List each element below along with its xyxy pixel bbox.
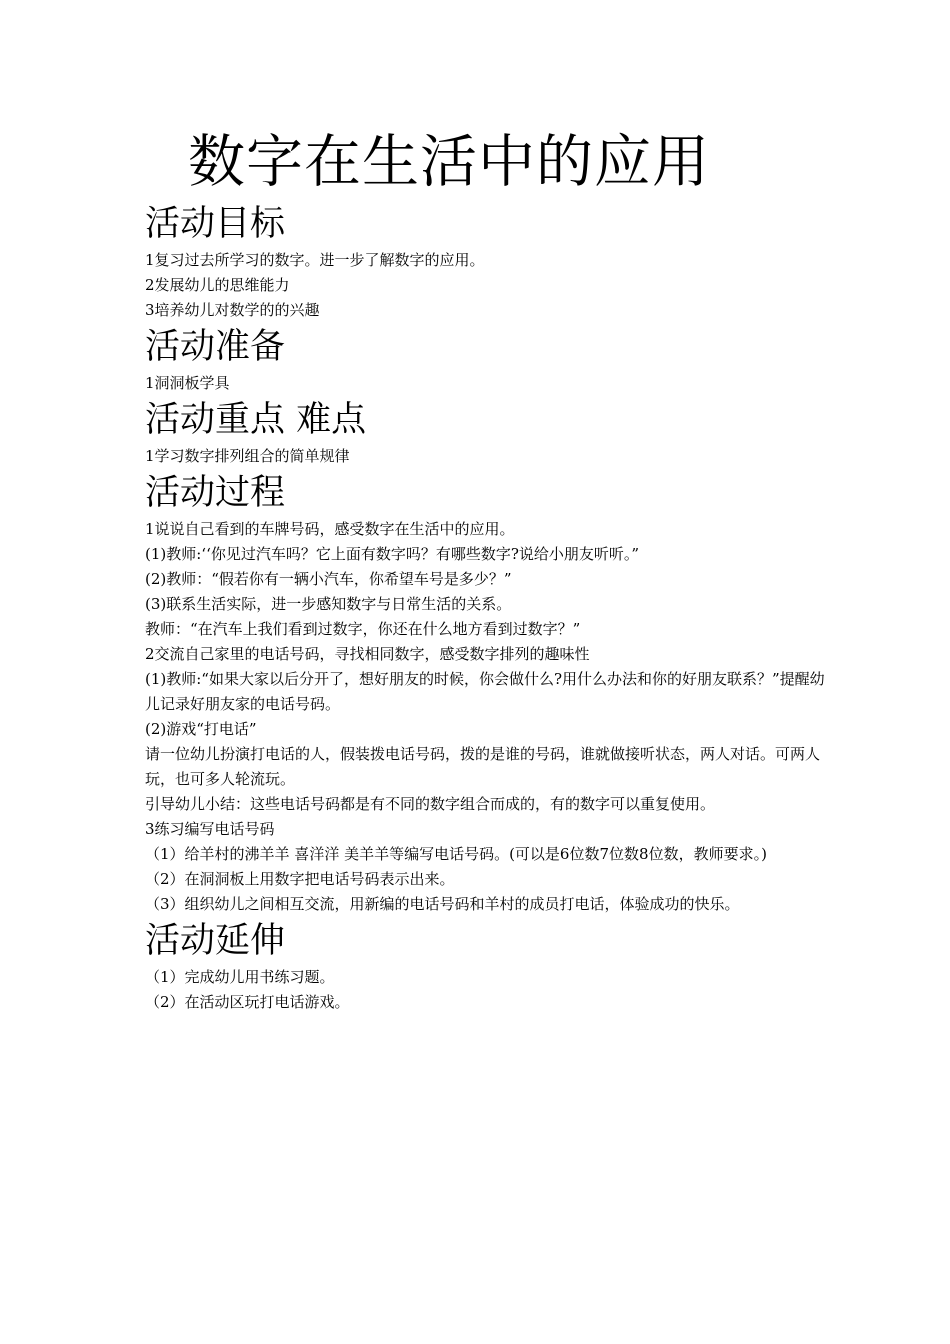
paragraph: 3培养幼儿对数学的的兴趣 xyxy=(145,301,320,319)
paragraph: 引导幼儿小结：这些电话号码都是有不同的数字组合而成的，有的数字可以重复使用。 xyxy=(145,795,716,813)
paragraph: （1）完成幼儿用书练习题。 xyxy=(145,968,335,986)
section-heading: 活动延伸 xyxy=(145,921,286,961)
paragraph: 1学习数字排列组合的简单规律 xyxy=(145,447,350,465)
paragraph: （2）在活动区玩打电话游戏。 xyxy=(145,993,350,1011)
paragraph: 2交流自己家里的电话号码，寻找相同数字，感受数字排列的趣味性 xyxy=(145,645,590,663)
paragraph: 1洞洞板学具 xyxy=(145,374,230,392)
paragraph: 3练习编写电话号码 xyxy=(145,820,275,838)
paragraph: （2）在洞洞板上用数字把电话号码表示出来。 xyxy=(145,870,455,888)
section-heading: 活动重点 难点 xyxy=(145,400,367,440)
paragraph: （1）给羊村的沸羊羊 喜洋洋 美羊羊等编写电话号码。(可以是6位数7位数8位数，教师要求。) xyxy=(145,845,767,863)
section-preparation xyxy=(145,323,825,396)
section-process xyxy=(145,469,825,917)
section-heading: 活动目标 xyxy=(145,204,286,244)
paragraph: 2发展幼儿的思维能力 xyxy=(145,276,290,294)
section-heading: 活动准备 xyxy=(145,327,286,367)
paragraph: 请一位幼儿扮演打电话的人，假装拨电话号码，拨的是谁的号码，谁就做接听状态，两人对话。可两人玩，也可多人轮流玩。 xyxy=(145,745,821,788)
paragraph: (2)教师：“假若你有一辆小汽车，你希望车号是多少？” xyxy=(145,570,512,588)
section-extension xyxy=(145,917,825,1015)
document-title: 数字在生活中的应用 xyxy=(188,129,710,195)
document-body xyxy=(145,200,825,1015)
paragraph: (1)教师:“如果大家以后分开了，想好朋友的时候，你会做什么?用什么办法和你的好朋友联系？”提醒幼儿记录好朋友家的电话号码。 xyxy=(145,670,825,713)
section-goals xyxy=(145,200,825,323)
paragraph: 1复习过去所学习的数字。进一步了解数字的应用。 xyxy=(145,251,485,269)
section-heading: 活动过程 xyxy=(145,473,286,513)
paragraph: (1)教师:‘‘你见过汽车吗？它上面有数字吗？有哪些数字?说给小朋友听听。” xyxy=(145,545,640,563)
paragraph: (2)游戏“打电话” xyxy=(145,720,257,738)
paragraph: (3)联系生活实际，进一步感知数字与日常生活的关系。 xyxy=(145,595,512,613)
paragraph: （3）组织幼儿之间相互交流，用新编的电话号码和羊村的成员打电话，体验成功的快乐。 xyxy=(145,895,740,913)
paragraph: 1说说自己看到的车牌号码，感受数字在生活中的应用。 xyxy=(145,520,515,538)
section-key-points xyxy=(145,396,825,469)
paragraph: 教师：“在汽车上我们看到过数字，你还在什么地方看到过数字？” xyxy=(145,620,581,638)
